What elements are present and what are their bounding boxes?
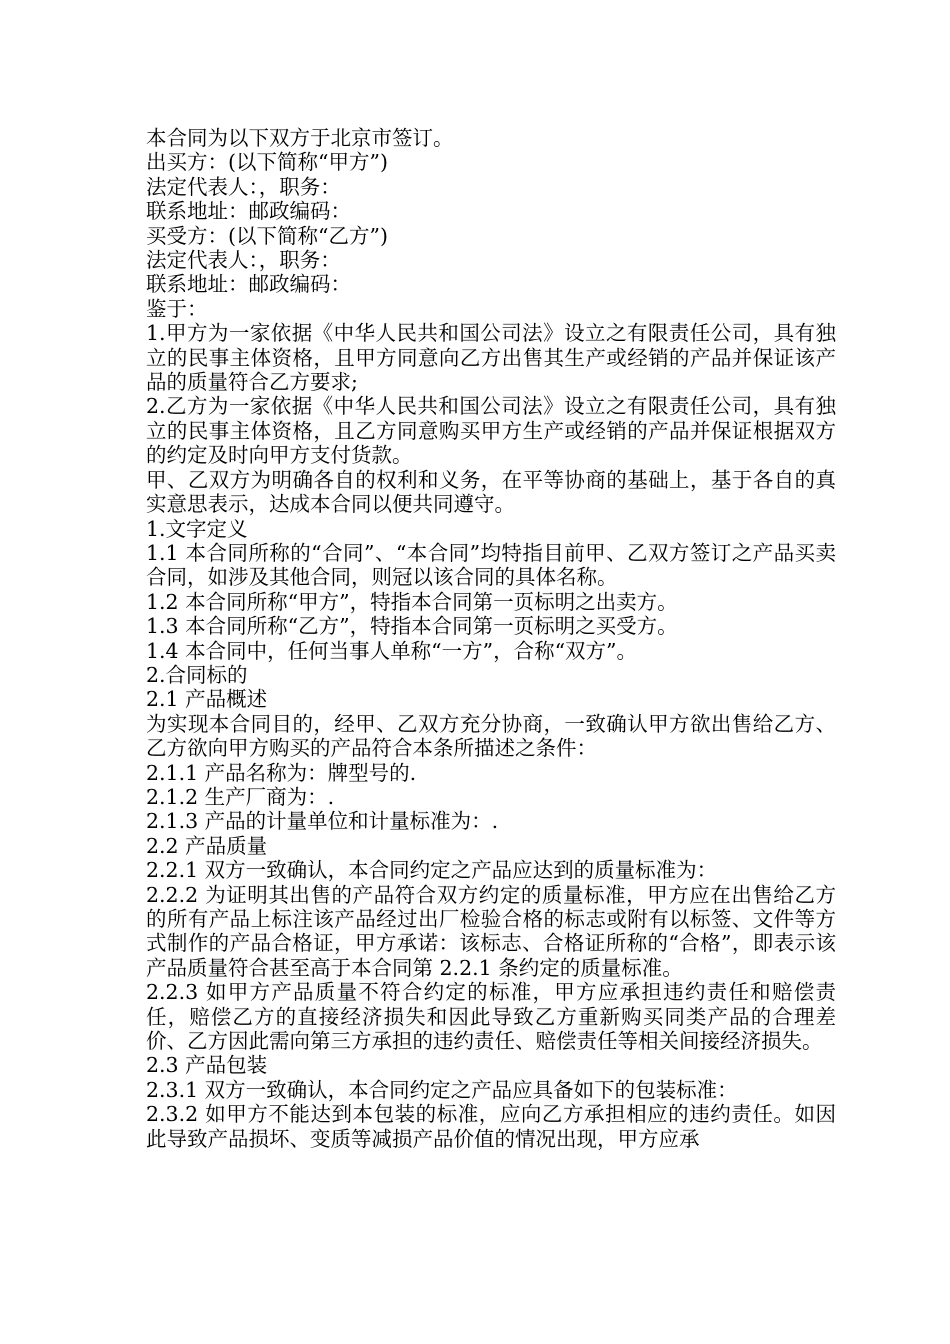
paragraph-signing-place: 本合同为以下双方于北京市签订。	[146, 126, 454, 150]
clause-2-2-heading: 2.2 产品质量	[146, 833, 268, 858]
clause-2-3-1: 2.3.1 双方一致确认，本合同约定之产品应具备如下的包装标准：	[146, 1077, 738, 1102]
clause-2-1-2: 2.1.2 生产厂商为：.	[146, 784, 335, 809]
clause-2-2-1: 2.2.1 双方一致确认，本合同约定之产品应达到的质量标准为：	[146, 858, 718, 883]
document-body	[146, 126, 836, 1151]
paragraph-buyer: 买受方：(以下简称“乙方”)	[146, 223, 388, 248]
paragraph-seller-representative: 法定代表人：，职务：	[146, 174, 341, 199]
paragraph-buyer-address: 联系地址：邮政编码：	[146, 272, 351, 297]
clause-1-1: 1.1 本合同所称的“合同”、“本合同”均特指目前甲、乙双方签订之产品买卖合同，如涉及其他合同，则冠以该合同的具体名称。	[146, 540, 836, 590]
clause-2-2-2: 2.2.2 为证明其出售的产品符合双方约定的质量标准，甲方应在出售给乙方的所有产品上标注该产品经过出厂检验合格的标志或附有以标签、文件等方式制作的产品合格证，甲方承诺：该标志、合格证所称的“合格”，即表示该产品质量符合甚至高于本合同第 2.2.1 条约定的质量标准。	[146, 882, 836, 980]
clause-2-3-2: 2.3.2 如甲方不能达到本包装的标准，应向乙方承担相应的违约责任。如因此导致产品损坏、变质等减损产品价值的情况出现，甲方应承	[146, 1102, 836, 1151]
clause-2-2-3: 2.2.3 如甲方产品质量不符合约定的标准，甲方应承担违约责任和赔偿责任，赔偿乙方的直接经济损失和因此导致乙方重新购买同类产品的合理差价、乙方因此需向第三方承担的违约责任、赔偿责任等相关间接经济损失。	[146, 980, 836, 1054]
clause-1-2: 1.2 本合同所称“甲方”，特指本合同第一页标明之出卖方。	[146, 589, 678, 614]
clause-1-3: 1.3 本合同所称“乙方”，特指本合同第一页标明之买受方。	[146, 614, 678, 639]
clause-2-1-intro: 为实现本合同目的，经甲、乙双方充分协商，一致确认甲方欲出售给乙方、乙方欲向甲方购买的产品符合本条所描述之条件：	[146, 711, 836, 761]
clause-2-1-3: 2.1.3 产品的计量单位和计量标准为：.	[146, 809, 499, 834]
paragraph-seller: 出买方：(以下简称“甲方”)	[146, 150, 388, 175]
clause-2-1-1: 2.1.1 产品名称为：牌型号的.	[146, 760, 417, 785]
paragraph-whereas-1: 1.甲方为一家依据《中华人民共和国公司法》设立之有限责任公司，具有独立的民事主体资格，且甲方同意向乙方出售其生产或经销的产品并保证该产品的质量符合乙方要求;	[146, 321, 836, 395]
clause-2-3-heading: 2.3 产品包装	[146, 1053, 268, 1078]
paragraph-whereas: 鉴于：	[146, 296, 208, 321]
paragraph-agreement-intro: 甲、乙双方为明确各自的权利和义务，在平等协商的基础上，基于各自的真实意思表示，达成本合同以便共同遵守。	[146, 467, 836, 517]
clause-2-1-heading: 2.1 产品概述	[146, 687, 268, 712]
clause-1-4: 1.4 本合同中，任何当事人单称“一方”，合称“双方”。	[146, 638, 638, 663]
paragraph-buyer-representative: 法定代表人：，职务：	[146, 248, 341, 273]
section-heading-2: 2.合同标的	[146, 662, 248, 687]
paragraph-seller-address: 联系地址：邮政编码：	[146, 199, 351, 224]
section-heading-1: 1.文字定义	[146, 516, 248, 541]
paragraph-whereas-2: 2.乙方为一家依据《中华人民共和国公司法》设立之有限责任公司，具有独立的民事主体资格，且乙方同意购买甲方生产或经销的产品并保证根据双方的约定及时向甲方支付货款。	[146, 394, 836, 468]
